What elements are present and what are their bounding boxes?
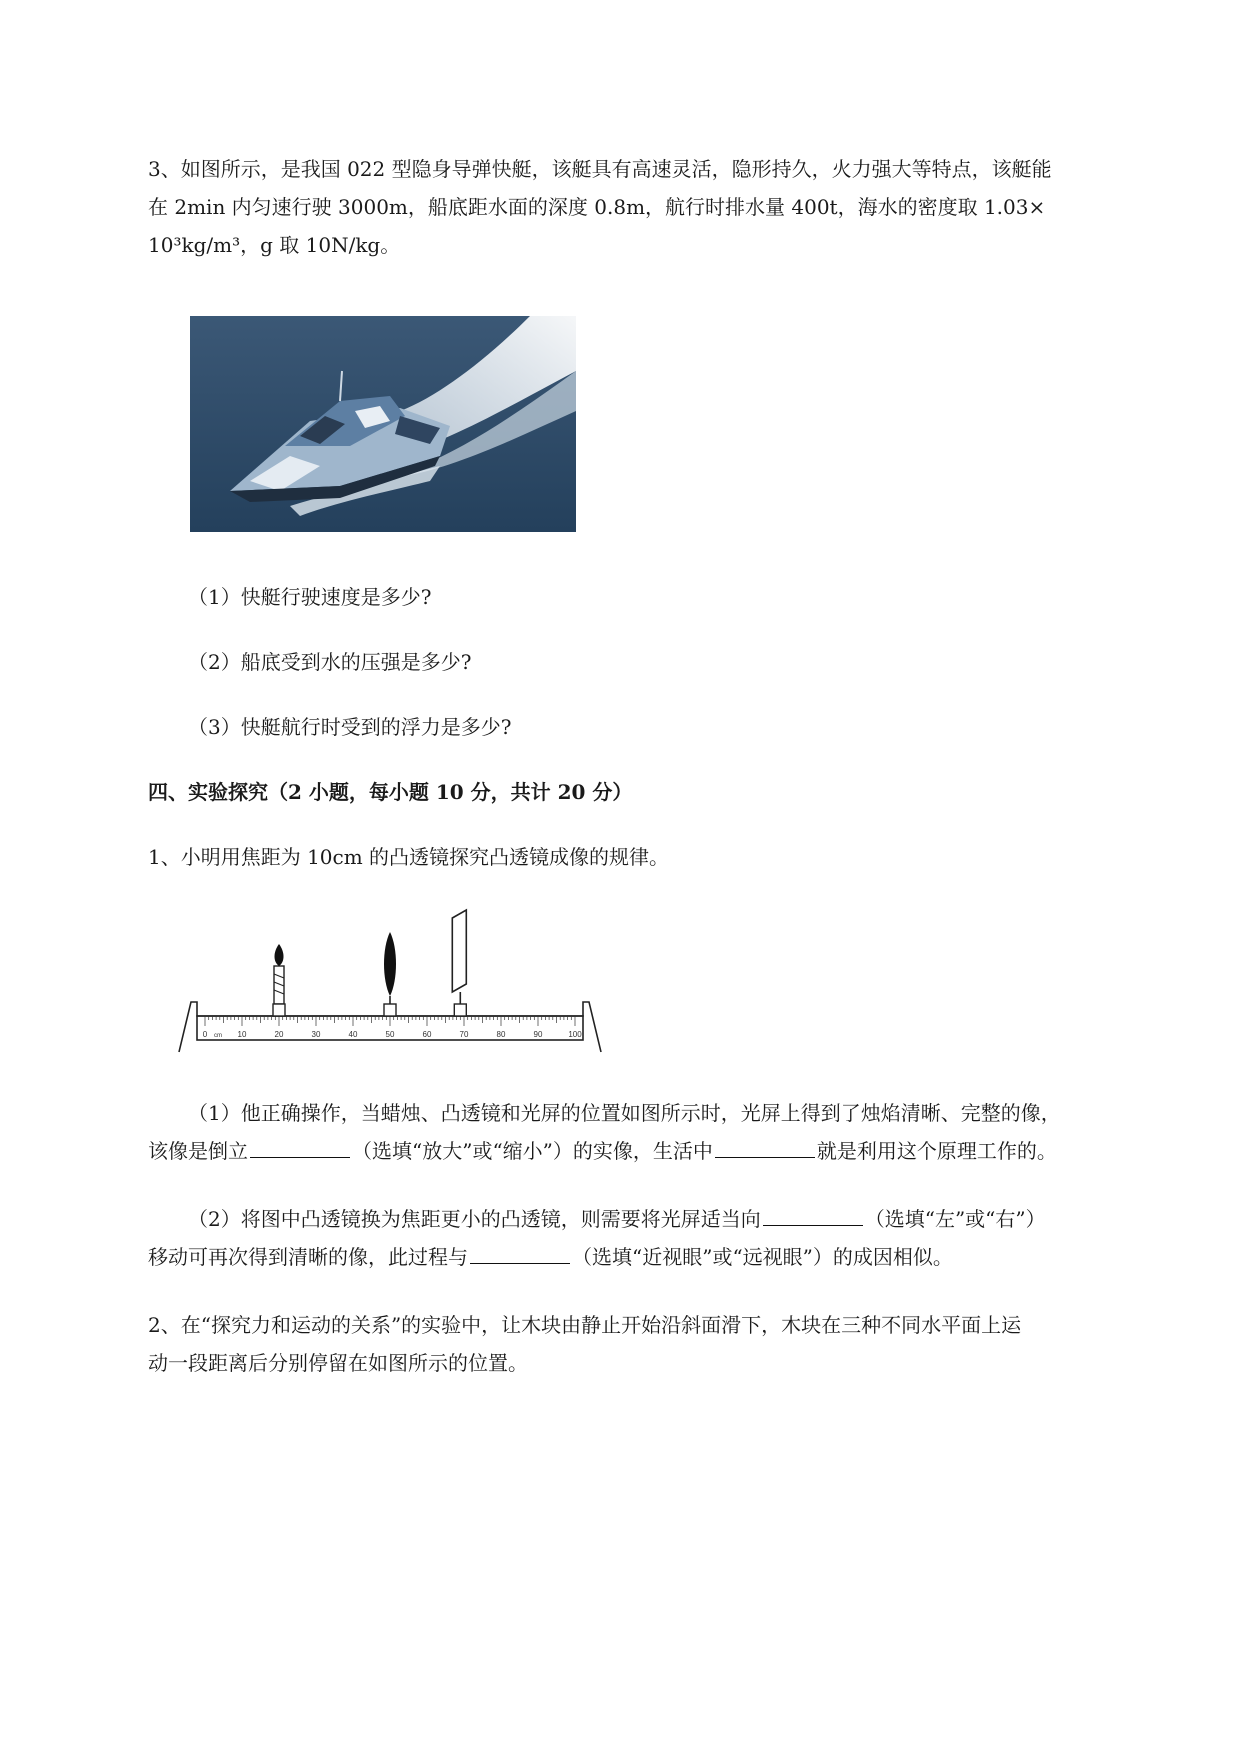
scale-label: 50: [385, 1030, 395, 1039]
convex-lens: [384, 932, 396, 1016]
light-screen: [452, 910, 466, 1016]
q3-text: [148, 150, 1148, 264]
exp1-part2-text-c: 移动可再次得到清晰的像，此过程与: [148, 1245, 468, 1269]
exp1-part1-line2: [148, 1132, 1148, 1170]
section-heading: 四、实验探究（2 小题，每小题 10 分，共计 20 分）: [148, 780, 633, 804]
exp1-part2-text-b: （选填“左”或“右”）: [864, 1207, 1046, 1231]
scale-label: 10: [237, 1030, 247, 1039]
scale-label: 20: [274, 1030, 284, 1039]
scale-label: 0: [202, 1030, 208, 1039]
scale-label: 40: [348, 1030, 358, 1039]
exp1-part1-text-c: （选填“放大”或“缩小”）的实像，生活中: [352, 1139, 713, 1163]
optical-bench-diagram: [175, 908, 605, 1060]
exp1-part1: [148, 1094, 1148, 1170]
scale-label: 90: [533, 1030, 543, 1039]
exp2-line1: 2、在“探究力和运动的关系”的实验中，让木块由静止开始沿斜面滑下，木块在三种不同水平面上运: [148, 1313, 1022, 1337]
q3-sub1: （1）快艇行驶速度是多少?: [188, 585, 432, 609]
exp1-part2-text-a: （2）将图中凸透镜换为焦距更小的凸透镜，则需要将光屏适当向: [188, 1207, 761, 1231]
scale-label: 30: [311, 1030, 321, 1039]
exp1-intro: 1、小明用焦距为 10cm 的凸透镜探究凸透镜成像的规律。: [148, 845, 670, 869]
q3-sub2: （2）船底受到水的压强是多少?: [188, 650, 472, 674]
answer-blank-1[interactable]: [250, 1135, 350, 1158]
exp1-part1-text-d: 就是利用这个原理工作的。: [816, 1139, 1057, 1163]
scale-label: 70: [459, 1030, 469, 1039]
q3-line3: 10³kg/m³，g 取 10N/kg。: [148, 233, 401, 257]
exp1-part1-line1: （1）他正确操作，当蜡烛、凸透镜和光屏的位置如图所示时，光屏上得到了烛焰清晰、完整的像，: [188, 1101, 1061, 1125]
candle: [273, 944, 285, 1016]
exp1-part2-text-d: （选填“近视眼”或“远视眼”）的成因相似。: [572, 1245, 953, 1269]
scale-ticks: [205, 1016, 575, 1026]
scale-labels: [203, 1030, 582, 1039]
scale-label: 60: [422, 1030, 432, 1039]
exp1-part2: [148, 1200, 1148, 1276]
stealth-boat-photo: [190, 316, 576, 532]
exp2-line2: 动一段距离后分别停留在如图所示的位置。: [148, 1351, 528, 1375]
q3-sub3: （3）快艇航行时受到的浮力是多少?: [188, 715, 512, 739]
q3-line2: 在 2min 内匀速行驶 3000m，船底距水面的深度 0.8m，航行时排水量 400t，海水的密度取 1.03×: [148, 195, 1046, 219]
exp1-part1-text-b: 该像是倒立: [148, 1139, 248, 1163]
answer-blank-3[interactable]: [763, 1203, 863, 1226]
q3-line1: 3、如图所示，是我国 022 型隐身导弹快艇，该艇具有高速灵活，隐形持久，火力强大等特点，该艇能: [148, 157, 1052, 181]
answer-blank-2[interactable]: [715, 1135, 815, 1158]
answer-blank-4[interactable]: [470, 1241, 570, 1264]
scale-label: 100: [568, 1030, 582, 1039]
scale-label: 80: [496, 1030, 506, 1039]
scale-unit: cm: [214, 1033, 222, 1039]
exp2-text: [148, 1306, 1148, 1382]
